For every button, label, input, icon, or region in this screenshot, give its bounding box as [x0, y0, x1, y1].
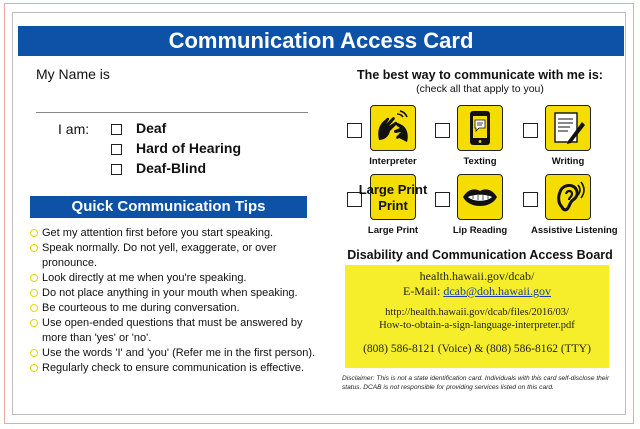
method-label-texting: Texting [463, 156, 497, 167]
email-line [345, 284, 609, 299]
card-title: Communication Access Card [18, 26, 624, 56]
website-link[interactable]: health.hawaii.gov/dcab/ [419, 269, 535, 283]
sign-language-hands-icon [370, 105, 416, 151]
tip-item: Be courteous to me during conversation. [30, 301, 320, 316]
checkbox-deaf-blind[interactable] [111, 164, 122, 175]
svg-text:Print: Print [378, 198, 408, 213]
name-label: My Name is [36, 66, 110, 82]
bullet-icon [30, 244, 38, 252]
disclaimer: Disclaimer: This is not a state identification card. Individuals with this card self-disclose their status. DCAB is not responsible for providing services listed on this card. [342, 375, 610, 391]
svg-text:Large Print: Large Print [358, 182, 428, 197]
i-am-label: I am: [58, 121, 90, 137]
best-way-subtitle: (check all that apply to you) [416, 83, 544, 95]
mouth-lips-icon [457, 174, 503, 220]
tips-title: Quick Communication Tips [30, 196, 307, 218]
bullet-icon [30, 304, 38, 312]
tip-item: Speak normally. Do not yell, exaggerate, or over pronounce. [30, 241, 320, 271]
tip-item: Use open-ended questions that must be answered by more than 'yes' or 'no'. [30, 316, 320, 346]
checkbox-assistive-listening[interactable] [523, 192, 538, 207]
best-way-title: The best way to communicate with me is: [357, 68, 603, 82]
method-label-lip-reading: Lip Reading [452, 225, 508, 236]
name-line [36, 112, 308, 113]
bullet-icon [30, 349, 38, 357]
checkbox-writing[interactable] [523, 123, 538, 138]
tip-item: Regularly check to ensure communication is effective. [30, 361, 320, 376]
checkbox-interpreter[interactable] [347, 123, 362, 138]
phone-chat-icon [457, 105, 503, 151]
method-label-interpreter: Interpreter [369, 156, 417, 167]
tip-item: Do not place anything in your mouth when speaking. [30, 286, 320, 301]
checkbox-lip-reading[interactable] [435, 192, 450, 207]
tip-item: Use the words 'I' and 'you' (Refer me in the first person). [30, 346, 320, 361]
bullet-icon [30, 289, 38, 297]
board-title: Disability and Communication Access Board [347, 248, 613, 262]
method-label-writing: Writing [551, 156, 585, 167]
tip-item: Get my attention first before you start speaking. [30, 226, 320, 241]
method-label-large-print: Large Print [367, 225, 419, 236]
option-deaf: Deaf [136, 120, 167, 136]
bullet-icon [30, 364, 38, 372]
url-line-2[interactable]: How-to-obtain-a-sign-language-interpreter.pdf [379, 320, 575, 331]
paper-pencil-icon [545, 105, 591, 151]
method-label-assistive-listening: Assistive Listening [531, 225, 618, 236]
tip-item: Look directly at me when you're speaking. [30, 271, 320, 286]
large-print-text-icon [358, 174, 428, 220]
checkbox-hard-of-hearing[interactable] [111, 144, 122, 155]
bullet-icon [30, 319, 38, 327]
checkbox-deaf[interactable] [111, 124, 122, 135]
email-link[interactable]: dcab@doh.hawaii.gov [443, 284, 552, 298]
url-line-1[interactable]: http://health.hawaii.gov/dcab/files/2016/03/ [385, 307, 569, 318]
bullet-icon [30, 229, 38, 237]
phone-numbers: (808) 586-8121 (Voice) & (808) 586-8162 (TTY) [363, 343, 591, 355]
option-deaf-blind: Deaf-Blind [136, 160, 206, 176]
email-label: E-Mail: [402, 284, 441, 298]
bullet-icon [30, 274, 38, 282]
ear-sound-icon [545, 174, 591, 220]
checkbox-texting[interactable] [435, 123, 450, 138]
option-hard-of-hearing: Hard of Hearing [136, 140, 242, 156]
